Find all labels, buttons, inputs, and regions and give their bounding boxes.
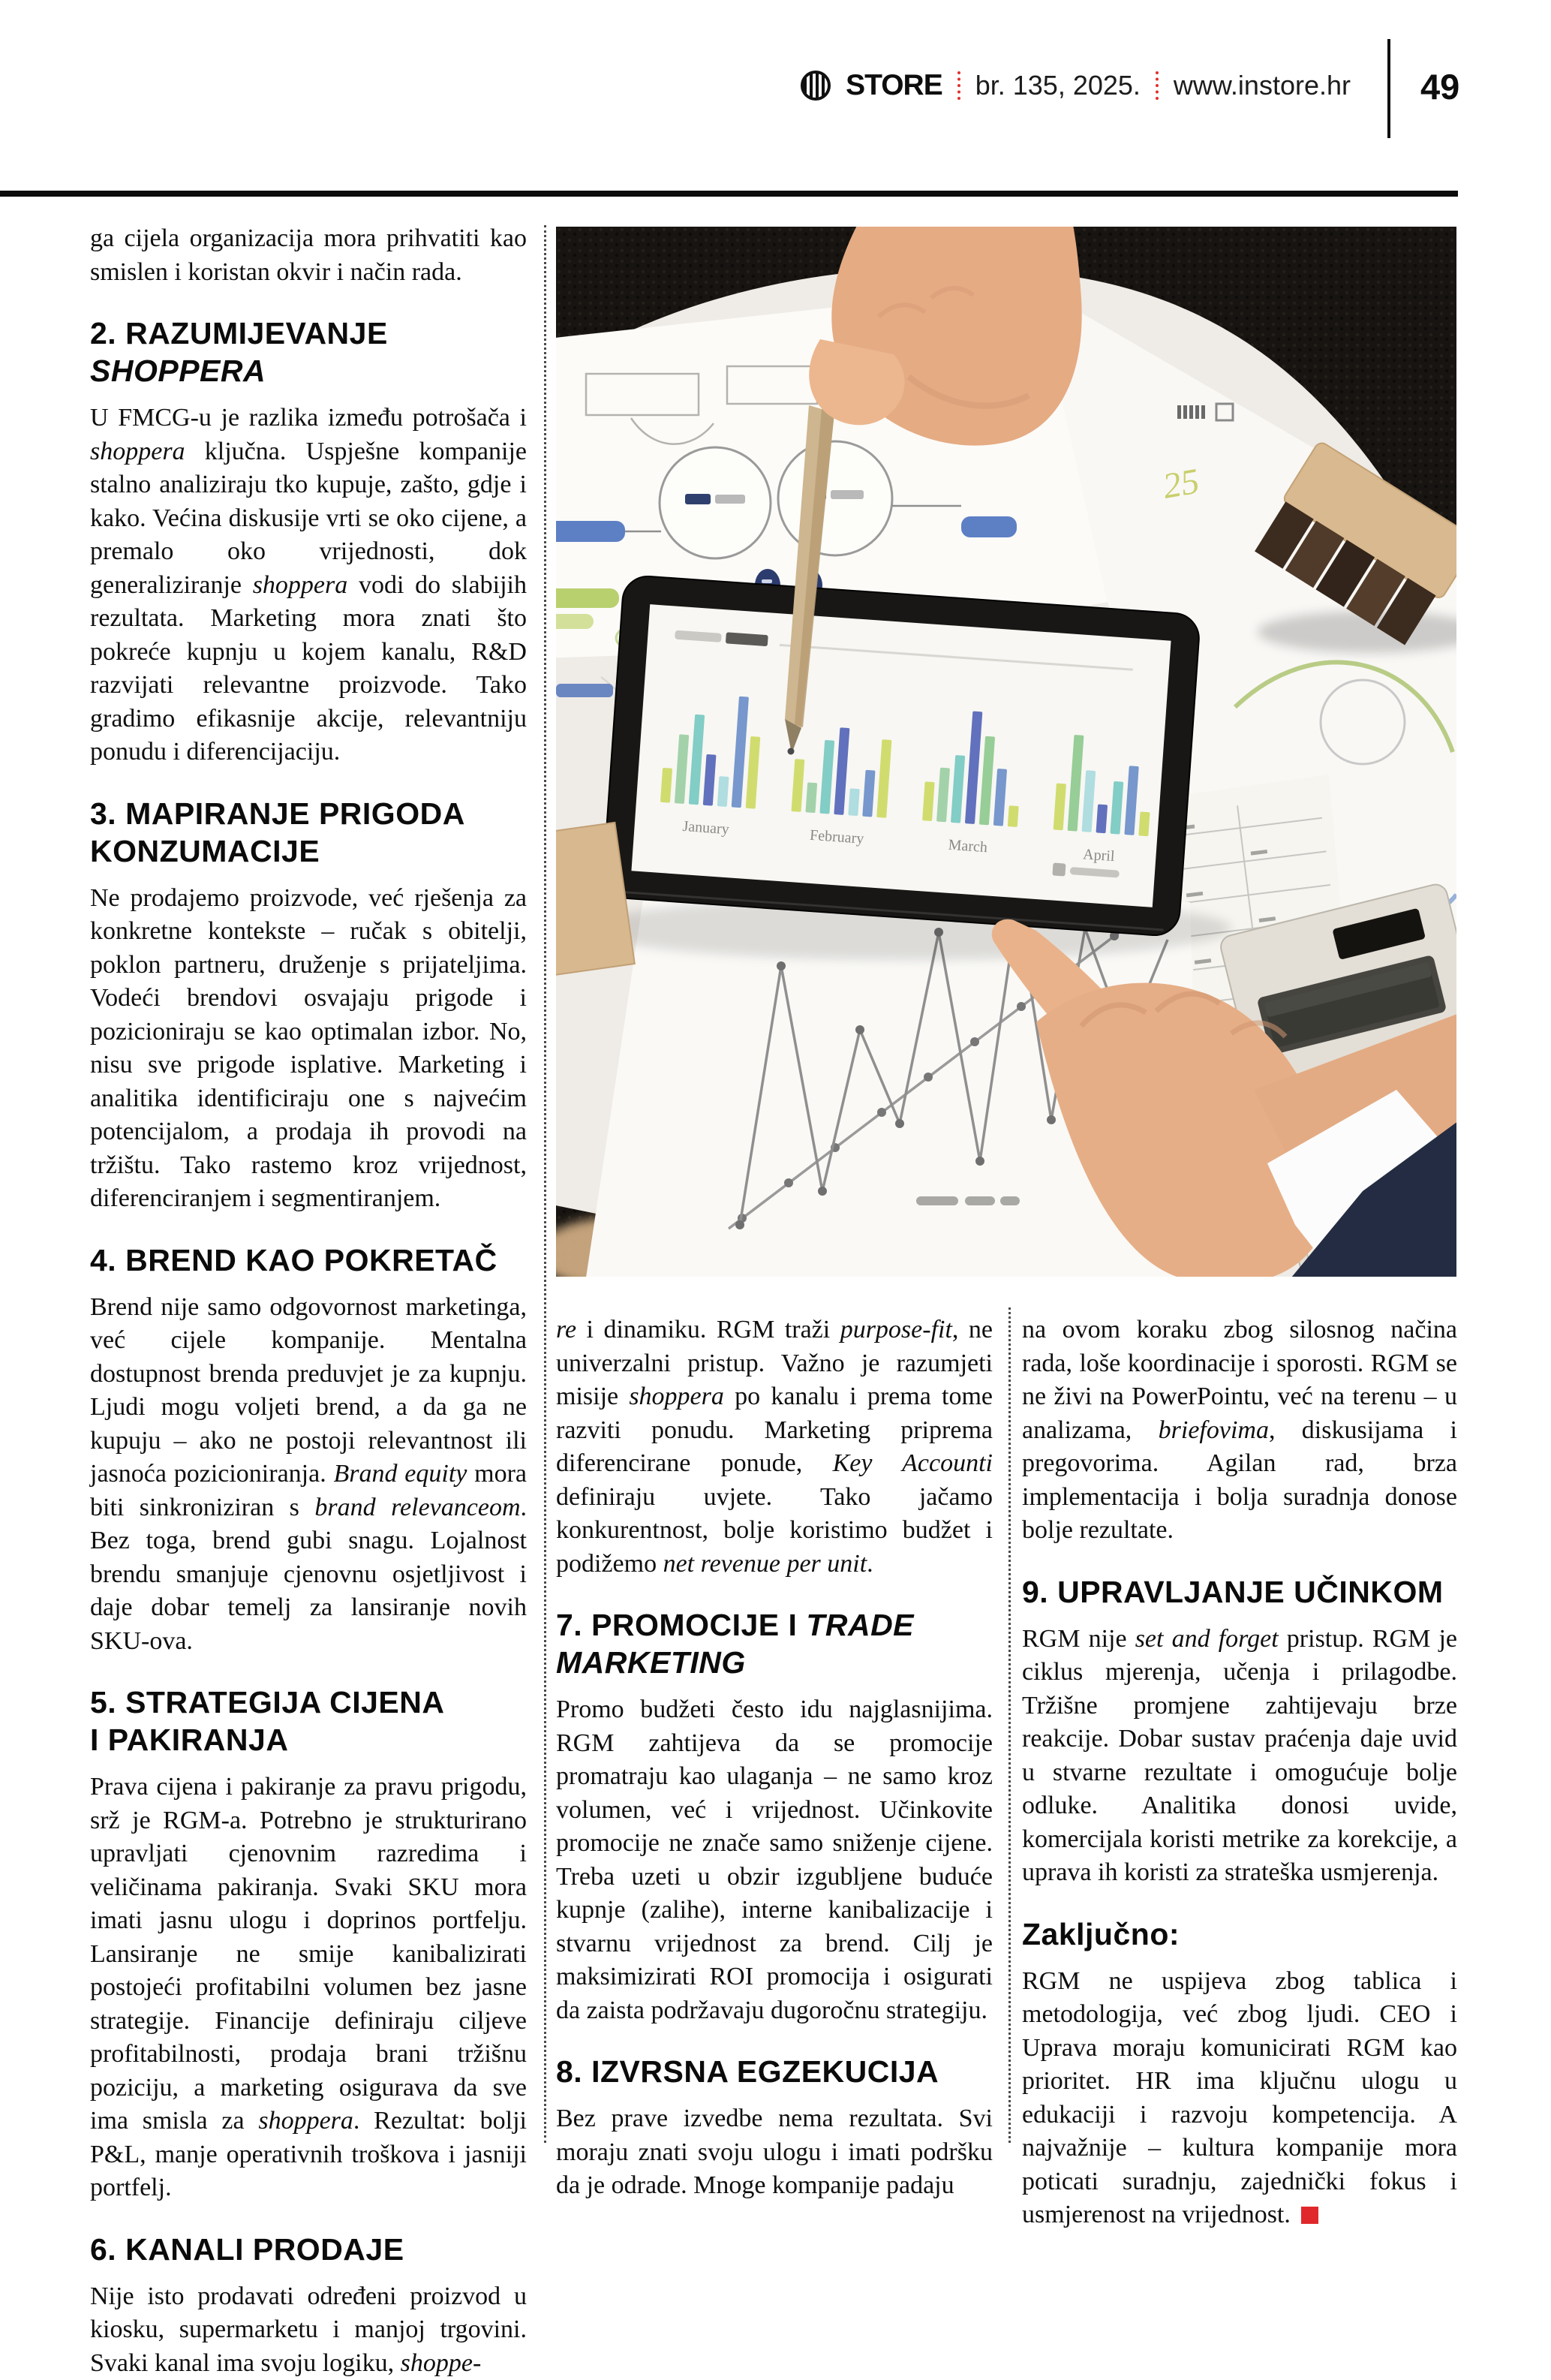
page-number: 49	[1420, 66, 1459, 107]
month-label: March	[948, 837, 988, 856]
article-column-3	[1022, 1313, 1457, 2232]
section-heading: Zaključno:	[1022, 1915, 1457, 1953]
page-header	[0, 69, 1351, 102]
section-heading: 7. PROMOCIJE I TRADE MARKETING	[556, 1606, 993, 1681]
section-heading: 5. STRATEGIJA CIJENA I PAKIRANJA	[90, 1683, 527, 1759]
section-heading: 9. UPRAVLJANJE UČINKOM	[1022, 1573, 1457, 1611]
handwritten-note: 25	[1160, 461, 1202, 507]
paragraph: RGM ne uspijeva zbog tablica i metodologija, već zbog ljudi. CEO i Uprava moraju komunicirati RGM kao prioritet. HR ima ključnu ulogu u edukaciji i razvoju kompetencija. A najvažnije – kultura kompanije mora poticati suradnju, zajednički fokus i usmjerenost na vrijednost.	[1022, 1965, 1457, 2232]
section-heading: 6. KANALI PRODAJE	[90, 2231, 527, 2268]
section-heading: 2. RAZUMIJEVANJE SHOPPERA	[90, 314, 527, 390]
paragraph: Promo budžeti često idu najglasnijima. RGM zahtijeva da se promocije promatraju kao ulaganja – ne samo kroz volumen, već i vrijednost. Učinkovite promocije ne znače samo sniženje cijene. Treba uzeti u obzir izgubljene buduće kupnje (zalihe), interne kanibalizacije i stvarnu vrijednost za brend. Cilj je maksimizirati ROI promocija i osigurati da zaista podržavaju dugoročnu strategiju.	[556, 1693, 993, 2027]
month-label: February	[809, 827, 864, 847]
section-heading: 4. BREND KAO POKRETAČ	[90, 1241, 527, 1279]
month-label: April	[1083, 846, 1116, 865]
column-divider	[1008, 1307, 1011, 2143]
header-separator	[957, 71, 960, 100]
paragraph: ga cijela organizacija mora prihvatiti kao smislen i koristan okvir i način rada.	[90, 222, 527, 289]
paragraph: U FMCG-u je razlika između potrošača i shoppera ključna. Uspješne kompanije stalno analiziraju tko kupuje, zašto, gdje i kako. Većina diskusije vrti se oko cijene, a premalo oko vrijednosti, dok generaliziranje shoppera vodi do slabijih rezultata. Marketing mora znati što pokreće kupnju u kojem kanalu, R&D razvijati relevantne proizvode. Tako gradimo efikasnije akcije, relevantniju ponudu i diferencijaciju.	[90, 402, 527, 769]
article-photo	[556, 227, 1456, 1277]
paragraph: RGM nije set and forget pristup. RGM je ciklus mjerenja, učenja i prilagodbe. Tržišne promjene zahtijevaju brze reakcije. Dobar sustav praćenja daje uvid u stvarne rezultate i omogućuje bolje odluke. Analitika donosi uvide, komercijala koristi metrike za korekcije, a uprava ih koristi za strateška usmjerenja.	[1022, 1623, 1457, 1890]
paragraph: Prava cijena i pakiranje za pravu prigodu, srž je RGM-a. Potrebno je strukturirano upravljati cjenovnim razredima i veličinama pakiranja. Svaki SKU mora imati jasnu ulogu i doprinos portfelju. Lansiranje ne smije kanibalizirati postojeći profitabilni volumen bez jasne strategije. Financije definiraju ciljeve profitabilnosti, prodaja brani tržišnu poziciju, a marketing osigurava da sve ima smisla za shoppera. Rezultat: bolji P&L, manje operativnih troškova i jasniji portfelj.	[90, 1771, 527, 2205]
article-end-marker	[1301, 2207, 1318, 2224]
paragraph: Bez prave izvedbe nema rezultata. Svi moraju znati svoju ulogu i imati podršku da je odrade. Mnoge kompanije padaju	[556, 2102, 993, 2203]
screen-logo-icon	[1052, 862, 1066, 876]
paragraph: re i dinamiku. RGM traži purpose-fit, ne univerzalni pristup. Važno je razumjeti misije shoppera po kanalu i prema tome razviti ponudu. Marketing priprema diferencirane ponude, Key Accounti definiraju uvjete. Tako jačamo konkurentnost, bolje koristimo budžet i podižemo net revenue per unit.	[556, 1313, 993, 1581]
small-caption-placeholder	[916, 1196, 1020, 1205]
section-heading: 3. MAPIRANJE PRIGODA KONZUMACIJE	[90, 795, 527, 870]
article-column-2	[556, 1313, 993, 2203]
brand-name: STORE	[846, 69, 942, 102]
paragraph: na ovom koraku zbog silosnog načina rada, loše koordinacije i sporosti. RGM se ne živi na PowerPointu, već na terenu – u analizama, briefovima, diskusijama i pregovorima. Agilan rad, brza implementacija i bolja suradnja donose bolje rezultate.	[1022, 1313, 1457, 1548]
column-divider	[544, 225, 546, 2143]
paragraph: Brend nije samo odgovornost marketinga, već cijele kompanije. Mentalna dostupnost brenda preduvjet je za kupnju. Ljudi mogu voljeti brend, a da ga ne kupuju – ako ne postoji relevantnost ili jasnoća pozicioniranja. Brand equity mora biti sinkroniziran s brand relevanceom. Bez toga, brend gubi snagu. Lojalnost brendu smanjuje cjenovnu osjetljivost i daje dobar temelj za lansiranje novih SKU-ova.	[90, 1291, 527, 1659]
instore-logo-icon	[801, 71, 831, 101]
article-column-1	[90, 222, 527, 2380]
issue-number: br. 135, 2025.	[975, 70, 1141, 101]
header-divider	[1387, 39, 1390, 138]
hand-holding-pencil	[809, 227, 1081, 446]
header-separator	[1156, 71, 1159, 100]
section-heading: 8. IZVRSNA EGZEKUCIJA	[556, 2053, 993, 2090]
website-url: www.instore.hr	[1174, 70, 1351, 101]
tablet	[602, 575, 1201, 937]
paragraph: Nije isto prodavati određeni proizvod u kiosku, supermarketu i manjoj trgovini. Svaki kanal ima svoju logiku, shoppe-	[90, 2280, 527, 2380]
month-label: January	[682, 818, 730, 838]
paragraph: Ne prodajemo proizvode, već rješenja za konkretne kontekste – ručak s obitelji, poklon partneru, druženje s prijateljima. Vodeći brendovi osvajaju prigode i pozicioniraju se kao optimalan izbor. No, nisu sve prigode isplative. Marketing i analitika identificiraju one s najvećim potencijalom, a prodaja ih provodi na tržištu. Tako rastemo kroz vrijednost, diferenciranjem i segmentiranjem.	[90, 882, 527, 1216]
blue-label	[556, 684, 613, 697]
top-rule	[0, 191, 1458, 197]
